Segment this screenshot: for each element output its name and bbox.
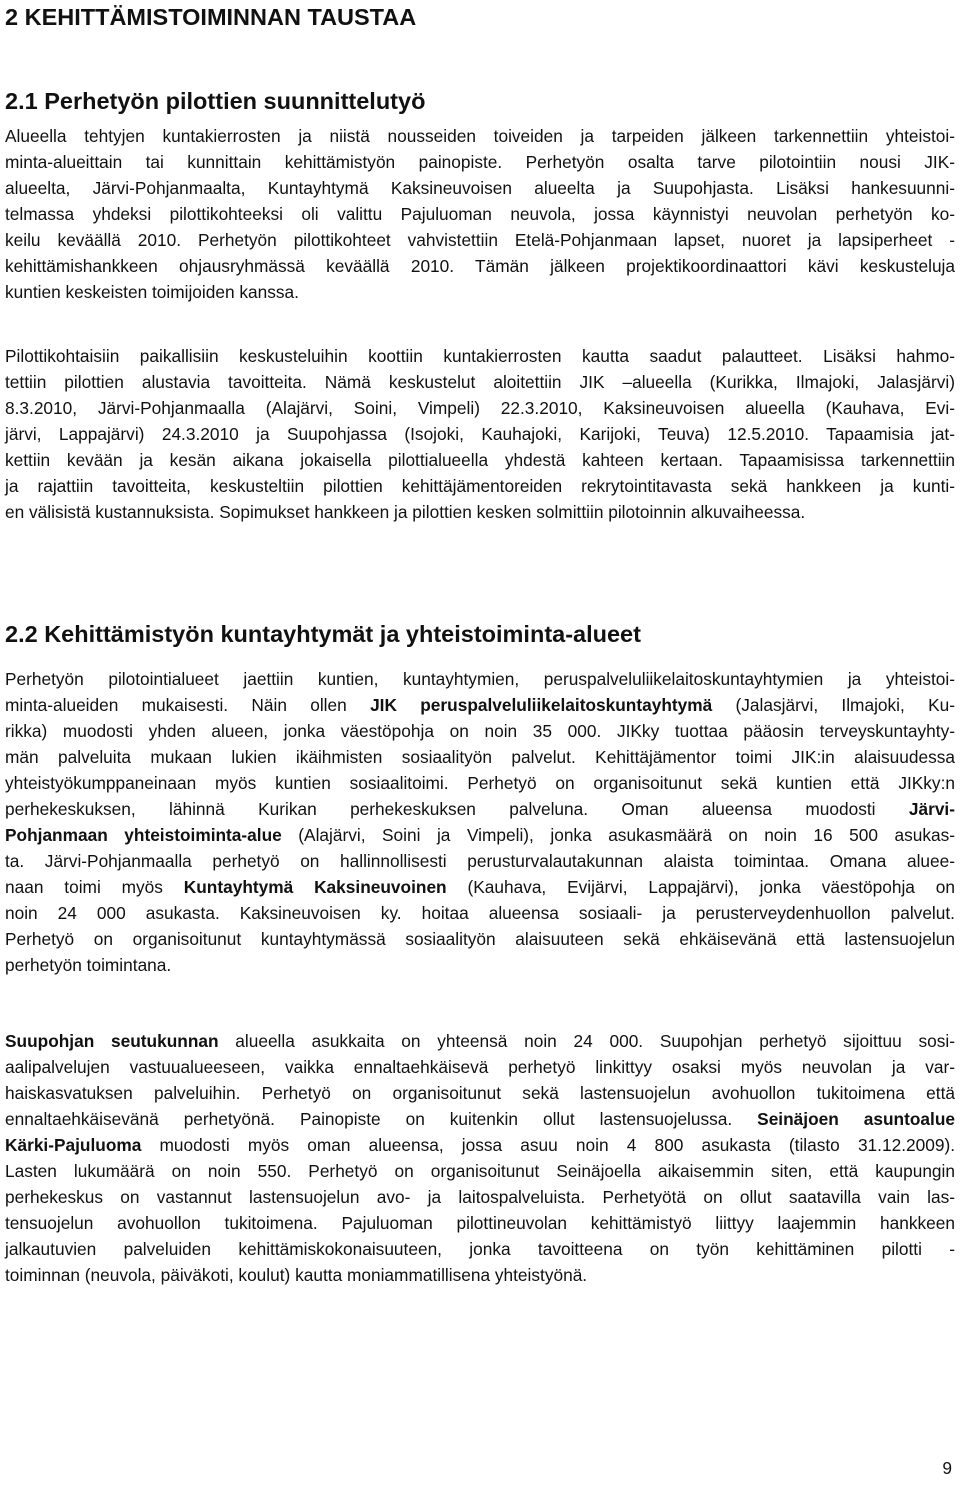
text-line: Perhetyön pilotointialueet jaettiin kuntien, kuntayhtymien, peruspalveluliikelaitoskuntayhtymien ja yhteistoi-: [5, 669, 955, 689]
page-number: 9: [942, 1458, 952, 1478]
text-line: ennaltaehkäisevänä perhetyönä. Painopiste on kuitenkin ollut lastensuojelussa. Seinäjoen asuntoalue: [5, 1109, 955, 1129]
text-line: noin 24 000 asukasta. Kaksineuvoisen ky. hoitaa alueensa sosiaali- ja perusterveydenhuollon palvelut.: [5, 903, 955, 923]
text-line: Alueella tehtyjen kuntakierrosten ja niistä nousseiden toiveiden ja tarpeiden jälkeen tarkennettiin yhteistoi-: [5, 126, 955, 146]
bold-term: Kuntayhtymä Kaksineuvoinen: [183, 877, 447, 897]
text-line: perhekeskus on vastannut lastensuojelun avo- ja laitospalveluista. Perhetyötä on ollut saatavilla vain las-: [5, 1187, 955, 1207]
paragraph-pilot-meetings: [5, 343, 955, 525]
text-line: perhekeskuksen, lähinnä Kurikan perhekeskuksen palveluna. Oman alueensa muodosti Järvi-: [5, 799, 955, 819]
section-title-2-1: 2.1 Perhetyön pilottien suunnittelutyö: [5, 88, 426, 114]
text-line: haiskasvatuksen palveluihin. Perhetyö on organisoitunut sekä lastensuojelun avohuollon tukitoimena että: [5, 1083, 955, 1103]
text-line: kuntien keskeisten toimijoiden kanssa.: [5, 282, 299, 302]
text-line: ta. Järvi-Pohjanmaalla perhetyö on hallinnollisesti perusturvalautakunnan alaista toimintaa. Omana aluee-: [5, 851, 955, 871]
text-line: 8.3.2010, Järvi-Pohjanmaalla (Alajärvi, Soini, Vimpeli) 22.3.2010, Kaksineuvoisen alueella (Kauhava, Evi-: [5, 398, 955, 418]
bold-term: Kärki-Pajuluoma: [5, 1135, 142, 1155]
text-line: kehittämishankkeen ohjausryhmässä keväällä 2010. Tämän jälkeen projektikoordinaattori kävi keskusteluja: [5, 256, 955, 276]
text-line: ja rajattiin tavoitteita, keskusteltiin pilottien kehittäjämentoreiden rekrytointitavasta sekä hankkeen ja kunti-: [5, 476, 955, 496]
text-line: telmassa yhdeksi pilottikohteeksi oli valittu Pajuluoman neuvola, jossa käynnistyi neuvolan perhetyön ko-: [5, 204, 955, 224]
text-line: minta-alueittain tai kunnittain kehittämistyön painopiste. Perhetyön osalta tarve pilotointiin nousi JIK-: [5, 152, 955, 172]
paragraph-pilot-areas: [5, 666, 955, 978]
text-line: rikka) muodosti yhden alueen, jonka väestöpohja on noin 35 000. JIKky tuottaa pääosin terveyskuntayhty-: [5, 721, 955, 741]
text-line: naan toimi myös Kuntayhtymä Kaksineuvoinen (Kauhava, Evijärvi, Lappajärvi), jonka väestöpohja on: [5, 877, 955, 897]
bold-term: Suupohjan seutukunnan: [5, 1031, 219, 1051]
text-line: Perhetyö on organisoitunut kuntayhtymässä sosiaalityön alaisuuteen sekä ehkäisevänä että lastensuojelun: [5, 929, 955, 949]
text-line: toiminnan (neuvola, päiväkoti, koulut) kautta moniammatillisena yhteistyönä.: [5, 1265, 588, 1285]
text-line: keilu keväällä 2010. Perhetyön pilottikohteet vahvistettiin Etelä-Pohjanmaan lapset, nuoret ja lapsiperheet -: [5, 230, 955, 250]
text-line: Kärki-Pajuluoma muodosti myös oman alueensa, jossa asuu noin 4 800 asukasta (tilasto 31.12.2009).: [5, 1135, 955, 1155]
text-line: en välisistä kustannuksista. Sopimukset hankkeen ja pilottien kesken solmittiin pilotoinnin alkuvaiheessa.: [5, 502, 806, 522]
text-line: Lasten lukumäärä on noin 550. Perhetyö on organisoitunut Seinäjoella aikaisemmin siten, että kaupungin: [5, 1161, 955, 1181]
text-line: yhteistyökumppaneinaan myös kuntien sosiaalitoimi. Perhetyö on organisoitunut sekä kuntien että JIKky:n: [5, 773, 955, 793]
text-line: perhetyön toimintana.: [5, 955, 172, 975]
text-line: tettiin pilottien alustavia tavoitteita. Nämä keskustelut aloitettiin JIK –alueella (Kurikka, Ilmajoki, Jalasjärvi): [5, 372, 955, 392]
bold-term: Seinäjoen asuntoalue: [757, 1109, 955, 1129]
bold-term: JIK peruspalveluliikelaitoskuntayhtymä: [370, 695, 713, 715]
section-title-2-2: 2.2 Kehittämistyön kuntayhtymät ja yhteistoiminta-alueet: [5, 621, 641, 647]
text-line: minta-alueiden mukaisesti. Näin ollen JIK peruspalveluliikelaitoskuntayhtymä (Jalasjärvi, Ilmajoki, Ku-: [5, 695, 955, 715]
text-line: Pohjanmaan yhteistoiminta-alue (Alajärvi, Soini ja Vimpeli), jonka asukasmäärä on noin 16 500 asukas-: [5, 825, 955, 845]
text-line: Pilottikohtaisiin paikallisiin keskusteluihin koottiin kuntakierrosten kautta saadut palautteet. Lisäksi hahmo-: [5, 346, 955, 366]
text-line: tensuojelun avohuollon tukitoimena. Pajuluoman pilottineuvolan kehittämistyö liittyy laajemmin hankkeen: [5, 1213, 955, 1233]
text-line: män palveluita mukaan lukien ikäihmisten sosiaalityön palvelut. Kehittäjämentor toimi JIK:in alaisuudessa: [5, 747, 955, 767]
text-line: järvi, Lappajärvi) 24.3.2010 ja Suupohjassa (Isojoki, Kauhajoki, Karijoki, Teuva) 12.5.2010. Tapaamisia jat-: [5, 424, 955, 444]
text-line: kettiin kevään ja kesän aikana jokaisella pilottialueella yhdestä kahteen kertaan. Tapaamisissa tarkennettiin: [5, 450, 955, 470]
text-line: aalipalvelujen vastuualueeseen, vaikka ennaltaehkäisevä perhetyö linkittyy osaksi myös neuvolan ja var-: [5, 1057, 955, 1077]
paragraph-pilot-planning: [5, 123, 955, 305]
text-line: alueelta, Järvi-Pohjanmaalta, Kuntayhtymä Kaksineuvoisen alueelta ja Suupohjasta. Lisäksi hankesuunni-: [5, 178, 955, 198]
chapter-title: 2 KEHITTÄMISTOIMINNAN TAUSTAA: [5, 4, 417, 30]
text-line: Suupohjan seutukunnan alueella asukkaita on yhteensä noin 24 000. Suupohjan perhetyö sijoittuu sosi-: [5, 1031, 955, 1051]
text-line: jalkautuvien palveluiden kehittämiskokonaisuuteen, jonka tavoitteena on työn kehittäminen pilotti -: [5, 1239, 955, 1259]
paragraph-suupohja-seinajoki: [5, 1028, 955, 1288]
bold-term: Järvi-: [908, 799, 955, 819]
bold-term: Pohjanmaan yhteistoiminta-alue: [5, 825, 282, 845]
